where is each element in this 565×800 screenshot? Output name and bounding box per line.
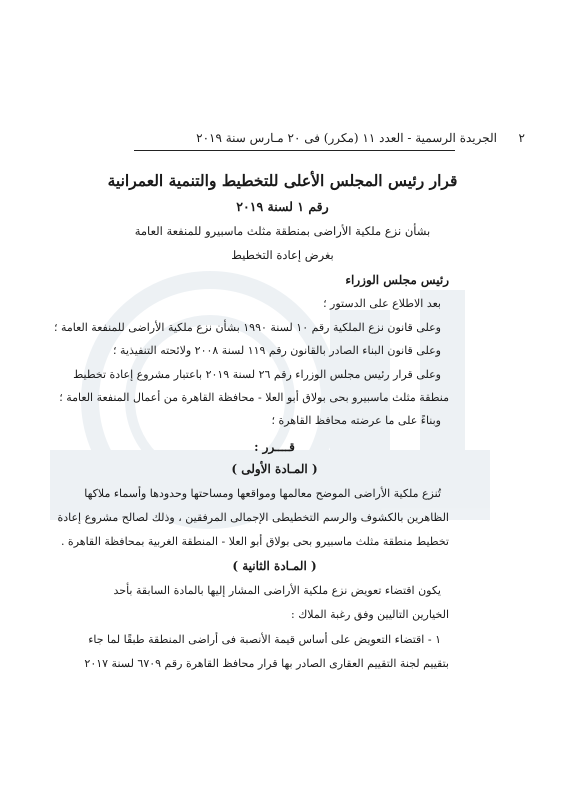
article-2-line: الخيارين التاليين وفق رغبة الملاك : <box>291 608 449 621</box>
preamble-line: وعلى قانون نزع الملكية رقم ١٠ لسنة ١٩٩٠ بشأن نزع ملكية الأراضى للمنفعة العامة ؛ <box>53 321 441 334</box>
page-number: ٢ <box>518 131 525 145</box>
article-1-heading: ( المـادة الأولى ) <box>231 462 318 476</box>
header-text: الجريدة الرسمية - العدد ١١ (مكرر) فى ٢٠ مـارس سنة ٢٠١٩ <box>196 131 497 145</box>
article-1-line: تخطيط منطقة مثلث ماسبيرو بحى بولاق أبو العلا - المنطقة الغربية بمحافظة القاهرة . <box>60 535 449 548</box>
preamble-line: وعلى قرار رئيس مجلس الوزراء رقم ٢٦ لسنة ٢٠١٩ باعتبار مشروع إعادة تخطيط <box>73 368 441 381</box>
header-divider <box>134 150 455 151</box>
preamble-line: وبناءً على ما عرضته محافظ القاهرة ؛ <box>271 414 441 427</box>
article-2-line: يكون اقتضاء تعويض نزع ملكية الأراضى المشار إليها بالمادة السابقة بأحد <box>113 584 441 597</box>
decree-subject-line-2: بغرض إعادة التخطيط <box>231 248 334 262</box>
signer-title: رئيس مجلس الوزراء <box>345 273 449 287</box>
preamble-line: منطقة مثلث ماسبيرو بحى بولاق أبو العلا - محافظة القاهرة من أعمال المنفعة العامة ؛ <box>59 391 449 404</box>
article-1-line: الظاهرين بالكشوف والرسم التخطيطى الإجمالى المرفقين ، وذلك لصالح مشروع إعادة <box>57 511 449 524</box>
article-2-heading: ( المـادة الثانية ) <box>232 559 317 573</box>
article-2-line: بتقييم لجنة التقييم العقارى الصادر بها قرار محافظ القاهرة رقم ٦٧٠٩ لسنة ٢٠١٧ <box>84 657 449 670</box>
decided-heading: قــــرر : <box>254 440 295 454</box>
preamble-line: وعلى قانون البناء الصادر بالقانون رقم ١١٩ لسنة ٢٠٠٨ ولائحته التنفيذية ؛ <box>113 344 441 357</box>
decree-number: رقم ١ لسنة ٢٠١٩ <box>236 199 329 214</box>
article-2-line: ١ - اقتضاء التعويض على أساس قيمة الأنصبة فى أراضى المنطقة طبقًا لما جاء <box>88 633 441 646</box>
preamble-line: بعد الاطلاع على الدستور ؛ <box>323 297 441 310</box>
article-1-line: تُنزع ملكية الأراضى الموضح معالمها ومواقعها ومساحتها وحدودها وأسماء ملاكها <box>84 487 441 500</box>
decree-title: قرار رئيس المجلس الأعلى للتخطيط والتنمية العمرانية <box>107 171 458 190</box>
decree-subject-line-1: بشأن نزع ملكية الأراضى بمنطقة مثلث ماسبيرو للمنفعة العامة <box>134 224 431 238</box>
